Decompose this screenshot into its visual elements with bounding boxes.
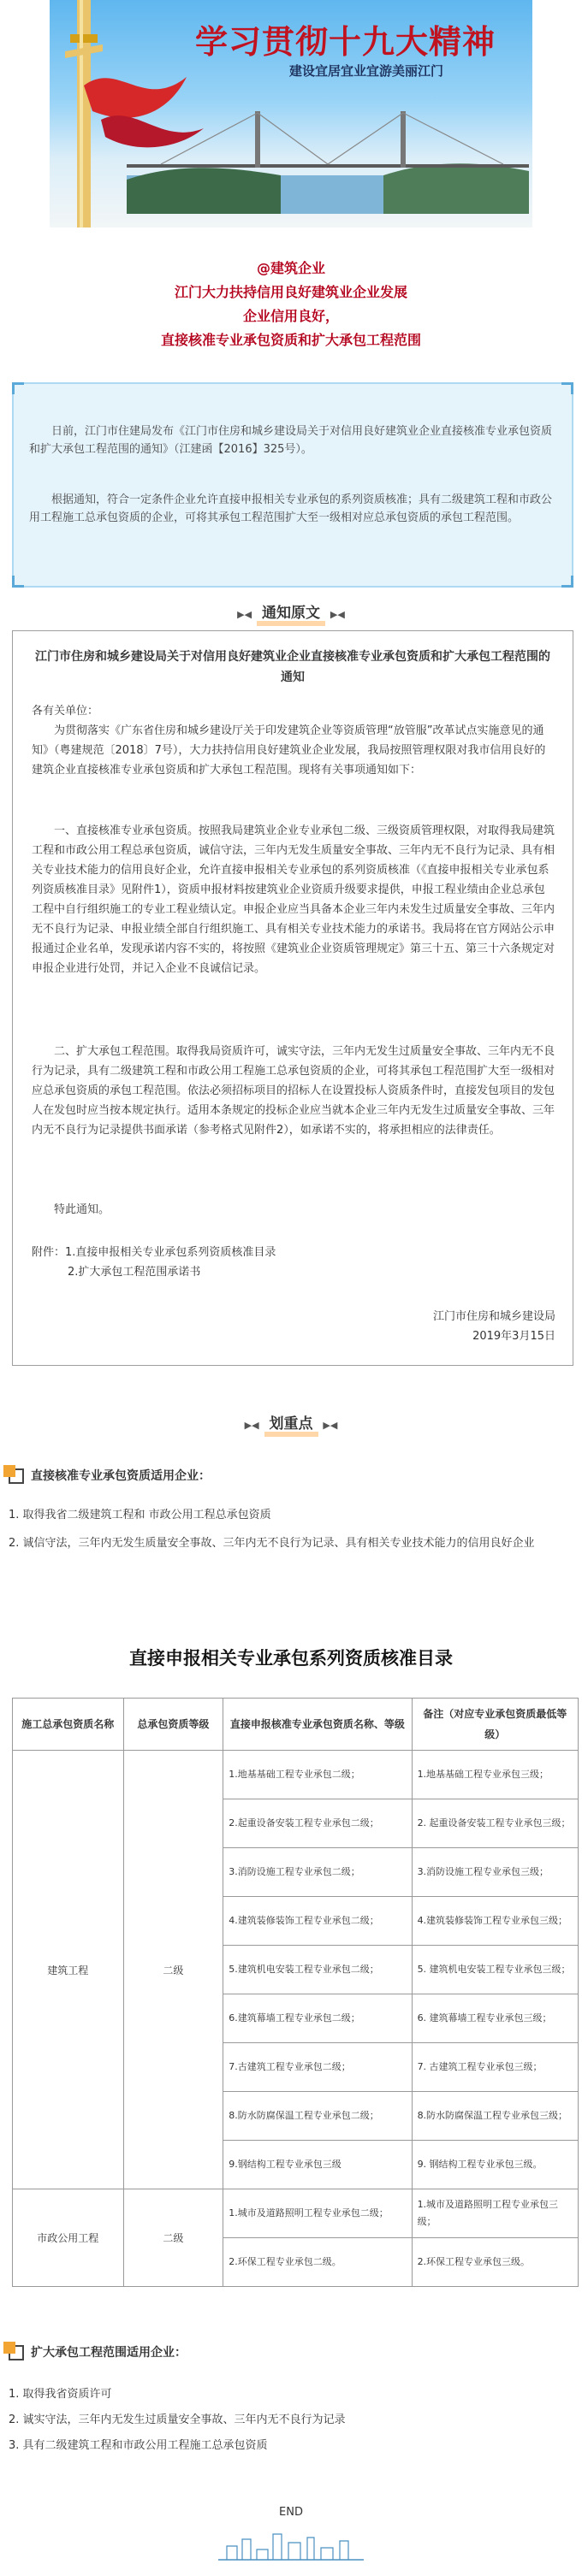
section-heading-notice (0, 605, 582, 626)
end-marker: END (279, 2506, 303, 2519)
table-cell-qualification: 3.消防设施工程专业承包二级； (223, 1848, 412, 1897)
notice-date: 2019年3月15日 (472, 1330, 555, 1343)
section-label: 通知原文 (257, 606, 325, 626)
focus-line: 1. 取得我省资质许可 (9, 2388, 112, 2401)
notice-closing: 特此通知。 (54, 1203, 110, 1216)
arrow-left-icon: ▶◀ (323, 1420, 338, 1431)
table-cell-remark: 8.防水防腐保温工程专业承包三级； (412, 2092, 578, 2141)
table-cell-type: 市政公用工程 (13, 2189, 124, 2287)
focus-line: 1. 取得我省二级建筑工程和 市政公用工程总承包资质 (9, 1509, 271, 1521)
notice-issuer: 江门市住房和城乡建设局 (432, 1310, 555, 1323)
table-cell-remark: 3.消防设施工程专业承包三级； (412, 1848, 578, 1897)
table-row (13, 1751, 579, 1799)
hero-banner (50, 0, 532, 227)
table-cell-qualification: 2.环保工程专业承包二级。 (223, 2238, 412, 2287)
table-cell-remark: 5. 建筑机电安装工程专业承包三级； (412, 1946, 578, 1994)
table-cell-qualification: 6.建筑幕墙工程专业承包二级； (223, 1994, 412, 2043)
arrow-right-icon: ▶◀ (237, 609, 252, 620)
table-cell-qualification: 1.城市及道路照明工程专业承包二级； (223, 2189, 412, 2238)
intro-line: 企业信用良好， (242, 308, 339, 324)
table-cell-type: 建筑工程 (13, 1751, 124, 2189)
table-cell-remark: 2.环保工程专业承包三级。 (412, 2238, 578, 2287)
focus-line: 2. 诚信守法，三年内无发生质量安全事故、三年内无不良行为记录、具有相关专业技术能力的信用良好企业 (9, 1537, 535, 1550)
focus-line: 2. 诚实守法，三年内无发生过质量安全事故、三年内无不良行为记录 (9, 2414, 346, 2426)
notice-item-2: 二、扩大承包工程范围。取得我局资质许可，诚实守法，三年内无发生过质量安全事故、三年内无不良行为记录，具有二级建筑工程和市政公用工程施工总承包资质的企业，可将其承包工程范围扩大至一级相对应总承包资质的承包工程范围。依法必须招标项目的招标人在设置投标人资质条件时，直接发包项目的发包人在发包时应当按本规定执行。适用本条规定的投标企业应当就本企业三年内无发生过质量安全事故、三年内无不良行为记录提供书面承诺（参考格式见附件2），如承诺不实的，将承担相应的法律责任。 (32, 1045, 555, 1137)
table-cell-qualification: 5.建筑机电安装工程专业承包二级； (223, 1946, 412, 1994)
table-cell-qualification: 8.防水防腐保温工程专业承包二级； (223, 2092, 412, 2141)
city-skyline-icon (218, 2527, 364, 2561)
table-cell-remark: 2. 起重设备安装工程专业承包三级； (412, 1799, 578, 1848)
table-cell-remark: 1.城市及道路照明工程专业承包三级； (412, 2189, 578, 2238)
table-row (13, 2189, 579, 2238)
notice-intro: 为贯彻落实《广东省住房和城乡建设厅关于印发建筑企业等资质管理“放管服”改革试点实施意见的通知》（粤建规范〔2018〕7号），大力扶持信用良好建筑业企业发展，我局按照管理权限对我市信用良好的建筑企业直接核准专业承包资质和扩大承包工程范围。现将有关事项通知如下： (32, 724, 546, 777)
summary-paragraph: 日前，江门市住建局发布《江门市住房和城乡建设局关于对信用良好建筑业企业直接核准专业承包资质和扩大承包工程范围的通知》（江建函【2016】325号）。 (29, 425, 553, 456)
table-cell-grade: 二级 (123, 2189, 223, 2287)
corner-decoration (561, 382, 573, 394)
summary-paragraph: 根据通知，符合一定条件企业允许直接申报相关专业承包的系列资质核准；具有二级建筑工程和市政公用工程施工总承包资质的企业，可将其承包工程范围扩大至一级相对应总承包资质的承包工程范围。 (29, 493, 553, 524)
section-label: 划重点 (264, 1416, 318, 1437)
table-cell-remark: 9. 钢结构工程专业承包三级。 (412, 2141, 578, 2189)
table-cell-remark: 4.建筑装修装饰工程专业承包三级； (412, 1897, 578, 1946)
section-heading-focus (0, 1415, 582, 1437)
intro-line: 江门大力扶持信用良好建筑业企业发展 (174, 284, 407, 300)
qualification-table (12, 1698, 579, 2287)
table-title: 直接申报相关专业承包系列资质核准目录 (129, 1648, 453, 1669)
table-header: 直接申报核准专业承包资质名称、等级 (223, 1699, 412, 1751)
focus-heading (9, 1467, 211, 1484)
table-cell-remark: 7. 古建筑工程专业承包三级； (412, 2043, 578, 2092)
table-cell-remark: 1.地基基础工程专业承包三级； (412, 1751, 578, 1799)
notice-title: 江门市住房和城乡建设局关于对信用良好建筑业企业直接核准专业承包资质和扩大承包工程范围的通知 (35, 650, 550, 684)
table-cell-remark: 6. 建筑幕墙工程专业承包三级； (412, 1994, 578, 2043)
focus-heading-text: 扩大承包工程范围适用企业： (31, 2346, 187, 2360)
corner-decoration (561, 576, 573, 588)
arrow-left-icon: ▶◀ (330, 609, 345, 620)
notice-attachment: 2.扩大承包工程范围承诺书 (68, 1266, 201, 1279)
table-header: 施工总承包资质名称 (13, 1699, 124, 1751)
banner-title: 学习贯彻十九大精神 (195, 23, 496, 61)
focus-heading-text: 直接核准专业承包资质适用企业： (31, 1469, 211, 1483)
notice-item-1: 一、直接核准专业承包资质。按照我局建筑业企业专业承包二级、三级资质管理权限，对取得我局建筑工程和市政公用工程总承包资质，诚信守法，三年内无发生质量安全事故、三年内无不良行为记录、具有相关专业技术能力的信用良好企业，允许直接申报相关专业承包的系列资质核准（《直接申报相关专业承包系列资质核准目录》见附件1），资质申报材料按建筑业企业资质升级要求提供，申报工程业绩由企业总承包工程中自行组织施工的专业工程业绩认定。申报企业应当具备本企业三年内未发生过质量安全事故、三年内无不良行为记录、申报业绩全部自行组织施工、具有相关专业技术能力的承诺书。我局将在官方网站公示申报通过企业名单，发现承诺内容不实的，将按照《建筑业企业资质管理规定》第三十五、第三十六条规定对申报企业进行处罚，并记入企业不良诚信记录。 (32, 824, 555, 975)
table-cell-qualification: 4.建筑装修装饰工程专业承包二级； (223, 1897, 412, 1946)
table-cell-qualification: 7.古建筑工程专业承包二级； (223, 2043, 412, 2092)
arrow-right-icon: ▶◀ (244, 1420, 259, 1431)
checkbox-icon (9, 1468, 24, 1484)
checkbox-icon (9, 2345, 24, 2360)
table-cell-grade: 二级 (123, 1751, 223, 2189)
table-cell-qualification: 9.钢结构工程专业承包三级 (223, 2141, 412, 2189)
table-header: 总承包资质等级 (123, 1699, 223, 1751)
intro-line: 直接核准专业承包资质和扩大承包工程范围 (160, 332, 421, 348)
focus-heading (9, 2343, 187, 2360)
table-cell-qualification: 1.地基基础工程专业承包二级； (223, 1751, 412, 1799)
bridge-scene-icon (127, 94, 529, 214)
table-cell-qualification: 2.起重设备安装工程专业承包二级； (223, 1799, 412, 1848)
focus-line: 3. 具有二级建筑工程和市政公用工程施工总承包资质 (9, 2439, 268, 2452)
table-header: 备注（对应专业承包资质最低等级） (412, 1699, 578, 1751)
notice-salutation: 各有关单位： (32, 705, 99, 718)
notice-attachment: 附件：1.直接申报相关专业承包系列资质核准目录 (32, 1246, 276, 1259)
banner-subtitle: 建设宜居宜业宜游美丽江门 (289, 63, 444, 79)
notice-document (12, 630, 573, 1366)
summary-box (12, 382, 573, 588)
intro-line: @建筑企业 (256, 260, 325, 276)
corner-decoration (12, 576, 24, 588)
corner-decoration (12, 382, 24, 394)
